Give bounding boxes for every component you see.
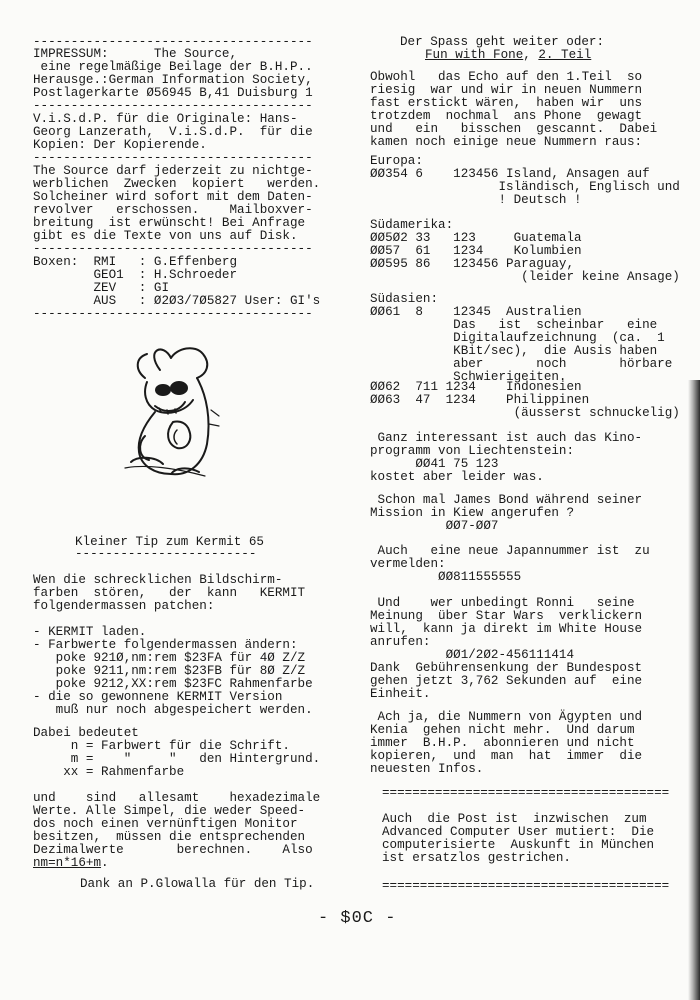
text-line: Kopien: Der Kopierende. [33,138,207,152]
text-line: Dank Gebührensenkung der Bundespost [370,661,643,675]
kino-block [370,432,642,484]
text-line: ist ersatzlos gestrichen. [382,851,571,865]
text-line: riesig war und wir in neuen Nummern [370,83,643,97]
text-line: Advanced Computer User mutiert: Die [382,825,655,839]
boxes-block [33,256,320,308]
text-line: Herausge.:German Information Society, [33,73,313,87]
text-line: vermelden: [370,557,446,571]
text-line: poke 921Ø,nm:rem $23FA für 4Ø Z/Z [33,651,306,665]
text-line: kopieren, und man hat immer die [370,749,643,763]
tip-title: Kleiner Tip zum Kermit 65 [75,535,264,549]
formula-line [33,857,320,870]
double-rule: ====================================== [382,880,670,893]
heading-teil: 2. Teil [538,48,592,62]
text-line: ØØ63 47 1234 Philippinen [370,393,590,407]
text-line: AUS : Ø2Ø3/7Ø5827 User: GI's [33,294,321,308]
rule: ------------------------------------- [33,308,313,321]
text-line: Südasien: [370,292,439,306]
text-line: xx = Rahmenfarbe [33,765,185,779]
text-line: fast erstickt wären, haben wir uns [370,96,643,110]
text-line: Meinung über Star Wars verklickern [370,609,643,623]
text-line: Südamerika: [370,218,454,232]
bond-block [370,494,642,533]
tip-intro [33,574,305,613]
rule: ------------------------------------- [33,152,313,165]
text-line: Isländisch, Englisch und [370,180,680,194]
text-line: ØØ62 711 1234 Indonesien [370,380,582,394]
text-line: The Source darf jederzeit zu nichtge- [33,164,313,178]
text-line: (äusserst schnuckelig) [370,406,680,420]
intro-block [370,71,657,149]
text-line: ØØ811555555 [370,570,522,584]
text-line: Wen die schrecklichen Bildschirm- [33,573,283,587]
text-line: n = Farbwert für die Schrift. [33,739,290,753]
text-line: ØØ7-ØØ7 [370,519,499,533]
text-line: Digitalaufzeichnung (ca. 1 [370,331,665,345]
text-line: gehen jetzt 3,762 Sekunden auf eine [370,674,643,688]
japan-block [370,545,650,584]
article-heading: Der Spass geht weiter oder: [400,35,605,49]
text-line: folgendermassen patchen: [33,599,215,613]
text-line: - die so gewonnene KERMIT Version [33,690,283,704]
text-line: V.i.S.d.P. für die Originale: Hans- [33,112,298,126]
text-line: ØØ57 61 1234 Kolumbien [370,244,582,258]
text-line: aber noch hörbare [370,357,673,371]
text-line: ØØ61 8 12345 Australien [370,305,582,319]
text-line: GEO1 : H.Schroeder [33,268,238,282]
text-line: Werte. Alle Simpel, die weder Speed- [33,804,306,818]
text-line: Auch die Post ist inzwischen zum [382,812,647,826]
text-line: ØØ595 86 123456 Paraguay, [370,257,575,271]
text-line: ! Deutsch ! [370,193,582,207]
text-line: Postlagerkarte Ø56945 B,41 Duisburg 1 [33,86,313,100]
text-line: poke 9212,XX:rem $23FC Rahmenfarbe [33,677,313,691]
text-line: - Farbwerte folgendermassen ändern: [33,638,298,652]
text-line: und sind allesamt hexadezimale [33,791,321,805]
article-subheading [425,49,591,62]
page-number: - $0C - [318,909,397,928]
formula: nm=n*16+m [33,856,102,870]
suedasien-block [370,293,672,384]
text-line: neuesten Infos. [370,762,484,776]
text-line: computerisierte Auskunft in München [382,838,655,852]
text-line: - KERMIT laden. [33,625,147,639]
visdp-block [33,113,313,152]
suedamerika-block [370,219,680,284]
text-line: breitung ist erwünscht! Bei Anfrage [33,216,306,230]
rule: ------------------------------------- [33,100,313,113]
text-line: will, kann ja direkt im White House [370,622,643,636]
text-line: Schon mal James Bond während seiner [370,493,643,507]
text-line: Obwohl das Echo auf den 1.Teil so [370,70,643,84]
text-line: revolver erschossen. Mailboxver- [33,203,313,217]
text-line: Ganz interessant ist auch das Kino- [370,431,643,445]
post-block [382,813,654,865]
heading-fun-with-fone: Fun with Fone [425,48,524,62]
text-line: muß nur noch abgespeichert werden. [33,703,313,717]
tip-thanks: Dank an P.Glowalla für den Tip. [80,877,315,891]
text-line: Kenia gehen nicht mehr. Und darum [370,723,635,737]
impressum-block [33,48,313,100]
text-line: werblichen Zwecken kopiert werden. [33,177,321,191]
text-line: ØØ1/2Ø2-456111414 [370,648,575,662]
text-line: trotzdem nochmal ans Phone gewagt [370,109,643,123]
tip-values [33,792,320,870]
text-line: ØØ354 6 123456 Island, Ansagen auf [370,167,650,181]
text-line: immer B.H.P. abonnieren und nicht [370,736,635,750]
text-line: programm von Liechtenstein: [370,444,575,458]
text-line: Dabei bedeutet [33,726,139,740]
text-line: Mission in Kiew angerufen ? [370,506,575,520]
text-line: kamen noch einige neue Nummern raus: [370,135,643,149]
tip-meaning [33,727,320,779]
tip-title-underline: ------------------------ [75,548,257,561]
text-line: (leider keine Ansage) [370,270,680,284]
double-rule: ====================================== [382,787,670,800]
text-line: kostet aber leider was. [370,470,544,484]
asien2-block [370,381,680,420]
text-line: Georg Lanzerath, V.i.S.d.P. für die [33,125,313,139]
formula-end: . [101,856,109,870]
text-line: m = " " den Hintergrund. [33,752,321,766]
text-line: Europa: [370,154,423,168]
text-line: Einheit. [370,687,431,701]
text-line: eine regelmäßige Beilage der B.H.P.. [33,60,313,74]
text-line: ØØ41 75 123 [370,457,499,471]
text-line: gibt es die Texte von uns auf Disk. [33,229,298,243]
rule-top: ------------------------------------- [33,36,313,49]
text-line: anrufen: [370,635,431,649]
cartoon-figure [115,340,225,480]
text-line: KBit/sec), die Ausis haben [370,344,658,358]
scan-edge-shadow [688,380,700,1000]
text-line: besitzen, müssen die entsprechenden [33,830,306,844]
text-line: Dezimalwerte berechnen. Also [33,843,313,857]
europa-block [370,155,680,207]
text-line: poke 9211,nm:rem $23FB für 8Ø Z/Z [33,664,306,678]
source-block [33,165,320,243]
text-line: Das ist scheinbar eine [370,318,658,332]
text-line: Und wer unbedingt Ronni seine [370,596,635,610]
text-line: IMPRESSUM: The Source, [33,47,238,61]
text-line: Ach ja, die Nummern von Ägypten und [370,710,643,724]
text-line: und ein bisschen gescannt. Dabei [370,122,658,136]
text-line: ØØ5Ø2 33 123 Guatemala [370,231,582,245]
heading-sep: , [523,48,539,62]
rule: ------------------------------------- [33,243,313,256]
aegypten-block [370,711,642,776]
text-line: Schwierigeiten. [370,370,567,384]
text-line: Solcheiner wird sofort mit dem Daten- [33,190,313,204]
ronni-block [370,597,642,701]
text-line: Boxen: RMI : G.Effenberg [33,255,238,269]
text-line: ZEV : GI [33,281,170,295]
tip-steps [33,626,313,717]
text-line: dos noch einen vernünftigen Monitor [33,817,298,831]
text-line: Auch eine neue Japannummer ist zu [370,544,650,558]
text-line: farben stören, der kann KERMIT [33,586,306,600]
